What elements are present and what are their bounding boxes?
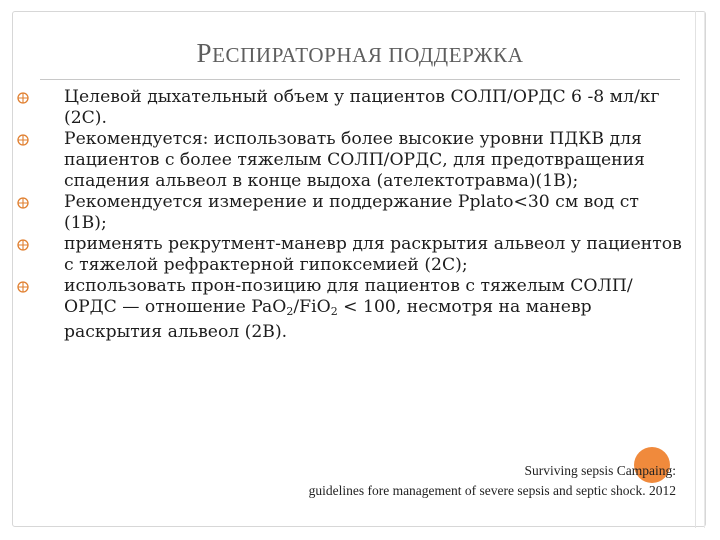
- subscript-2: 2: [330, 305, 338, 318]
- circle-cross-bullet-icon: [17, 134, 29, 146]
- source-line-1: Surviving sepsis Campaing:: [524, 463, 676, 478]
- bullet-text: применять рекрутмент-маневр для раскрытия альвеол у пациентов с тяжелой рефрактерной гипоксемией (2С);: [64, 234, 682, 275]
- bullet-text-part: использовать прон-позицию для пациентов с тяжелым СОЛП/ОРДС — отношение Pa: [64, 276, 633, 317]
- source-citation: [309, 461, 676, 501]
- bullet-item: [64, 234, 684, 276]
- circle-cross-bullet-icon: [17, 239, 29, 251]
- circle-cross-bullet-icon: [17, 92, 29, 104]
- circle-cross-bullet-icon: [17, 197, 29, 209]
- subscript-2: 2: [286, 305, 294, 318]
- fio2-o: O: [316, 297, 331, 317]
- bullet-text: Рекомендуется: использовать более высокие уровни ПДКВ для пациентов с более тяжелым СОЛП/ОРДС, для предотвращения спадения альвеол в конце выдоха (ателектотравма)(1В);: [64, 129, 645, 191]
- right-edge-rule: [695, 11, 705, 528]
- bullet-text: Целевой дыхательный объем у пациентов СОЛП/ОРДС 6 -8 мл/кг (2С).: [64, 87, 660, 128]
- bullet-item: [64, 276, 684, 343]
- bullet-text-part: < 100, несмотря на маневр раскрытия альвеол (2В).: [64, 297, 592, 342]
- source-line-2: guidelines fore management of severe sepsis and septic shock. 2012: [308, 483, 676, 498]
- title-initial: Р: [196, 38, 213, 68]
- bullet-item: [64, 192, 684, 234]
- circle-cross-bullet-icon: [17, 281, 29, 293]
- bullet-text: Рекомендуется измерение и поддержание Pplato<30 см вод ст (1В);: [64, 192, 639, 233]
- fio2-fi: /Fi: [293, 297, 317, 317]
- bullet-list: [64, 87, 684, 343]
- title-rest: ЕСПИРАТОРНАЯ ПОДДЕРЖКА: [212, 43, 524, 67]
- bullet-text: [64, 276, 633, 342]
- pao2-o: O: [272, 297, 287, 317]
- slide-title: [0, 38, 694, 69]
- title-underline: [40, 79, 680, 80]
- bullet-item: [64, 129, 684, 192]
- bullet-item: [64, 87, 684, 129]
